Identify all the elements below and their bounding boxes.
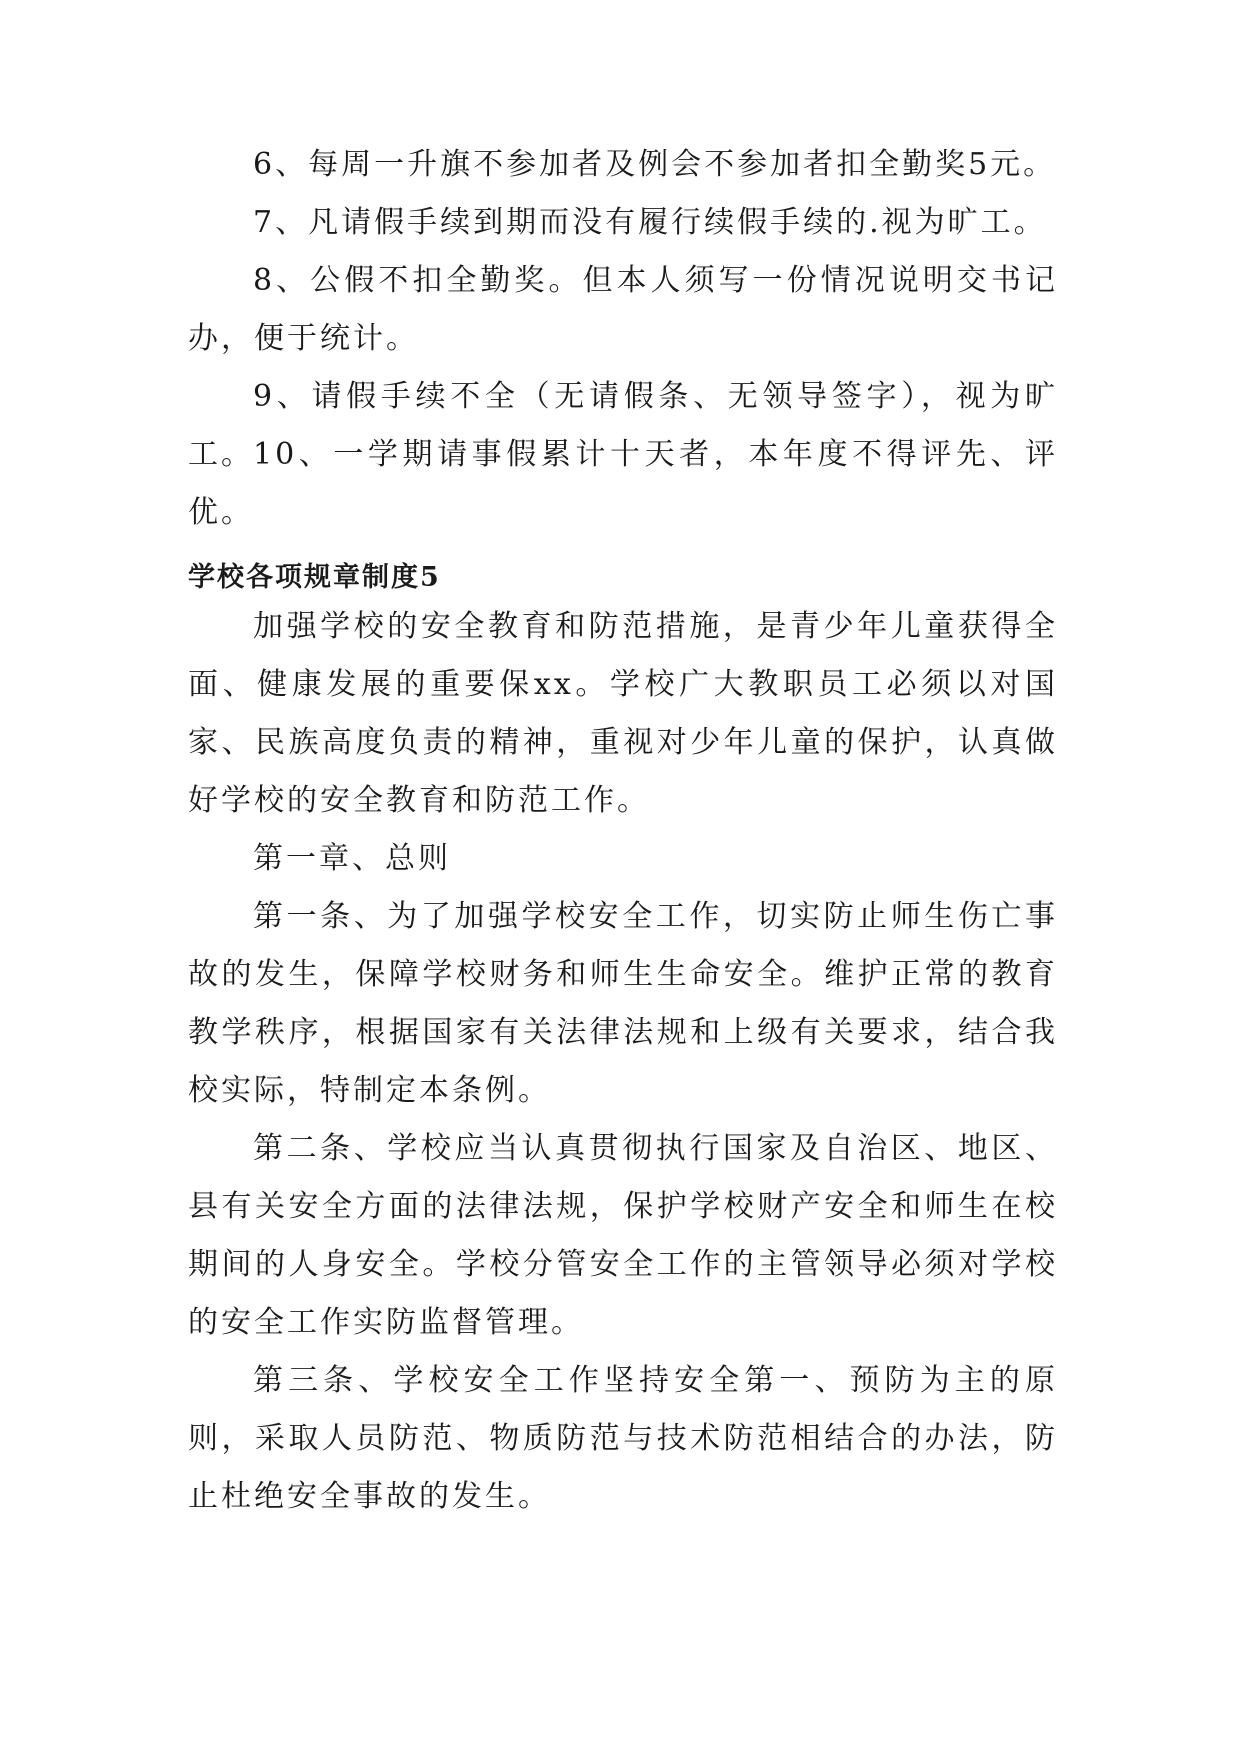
chapter-title: 第一章、总则 — [253, 841, 451, 876]
list-item: 10、一学期请事假累计十天者，本年度不得评先、评优。 — [188, 437, 1058, 530]
intro-paragraph: 加强学校的安全教育和防范措施，是青少年儿童获得全面、健康发展的重要保xx。学校广大教职员工必须以对国家、民族高度负责的精神，重视对少年儿童的保护，认真做好学校的安全教育和防范工作。 — [188, 609, 1058, 818]
list-item: 9、请假手续不全（无请假条、无领导签字），视为旷工。 — [188, 379, 1058, 472]
list-item: 8、公假不扣全勤奖。但本人须写一份情况说明交书记办，便于统计。 — [188, 263, 1058, 356]
list-item: 6、每周一升旗不参加者及例会不参加者扣全勤奖5元。 — [253, 147, 1057, 182]
article-paragraph: 第二条、学校应当认真贯彻执行国家及自治区、地区、县有关安全方面的法律法规，保护学校财产安全和师生在校期间的人身安全。学校分管安全工作的主管领导必须对学校的安全工作实防监督管理。 — [188, 1131, 1058, 1340]
list-item: 7、凡请假手续到期而没有履行续假手续的.视为旷工。 — [253, 205, 1047, 240]
article-paragraph: 第三条、学校安全工作坚持安全第一、预防为主的原则，采取人员防范、物质防范与技术防范相结合的办法，防止杜绝安全事故的发生。 — [188, 1363, 1058, 1514]
section-title: 学校各项规章制度5 — [188, 562, 441, 593]
article-paragraph: 第一条、为了加强学校安全工作，切实防止师生伤亡事故的发生，保障学校财务和师生生命安全。维护正常的教育教学秩序，根据国家有关法律法规和上级有关要求，结合我校实际，特制定本条例。 — [188, 899, 1058, 1108]
